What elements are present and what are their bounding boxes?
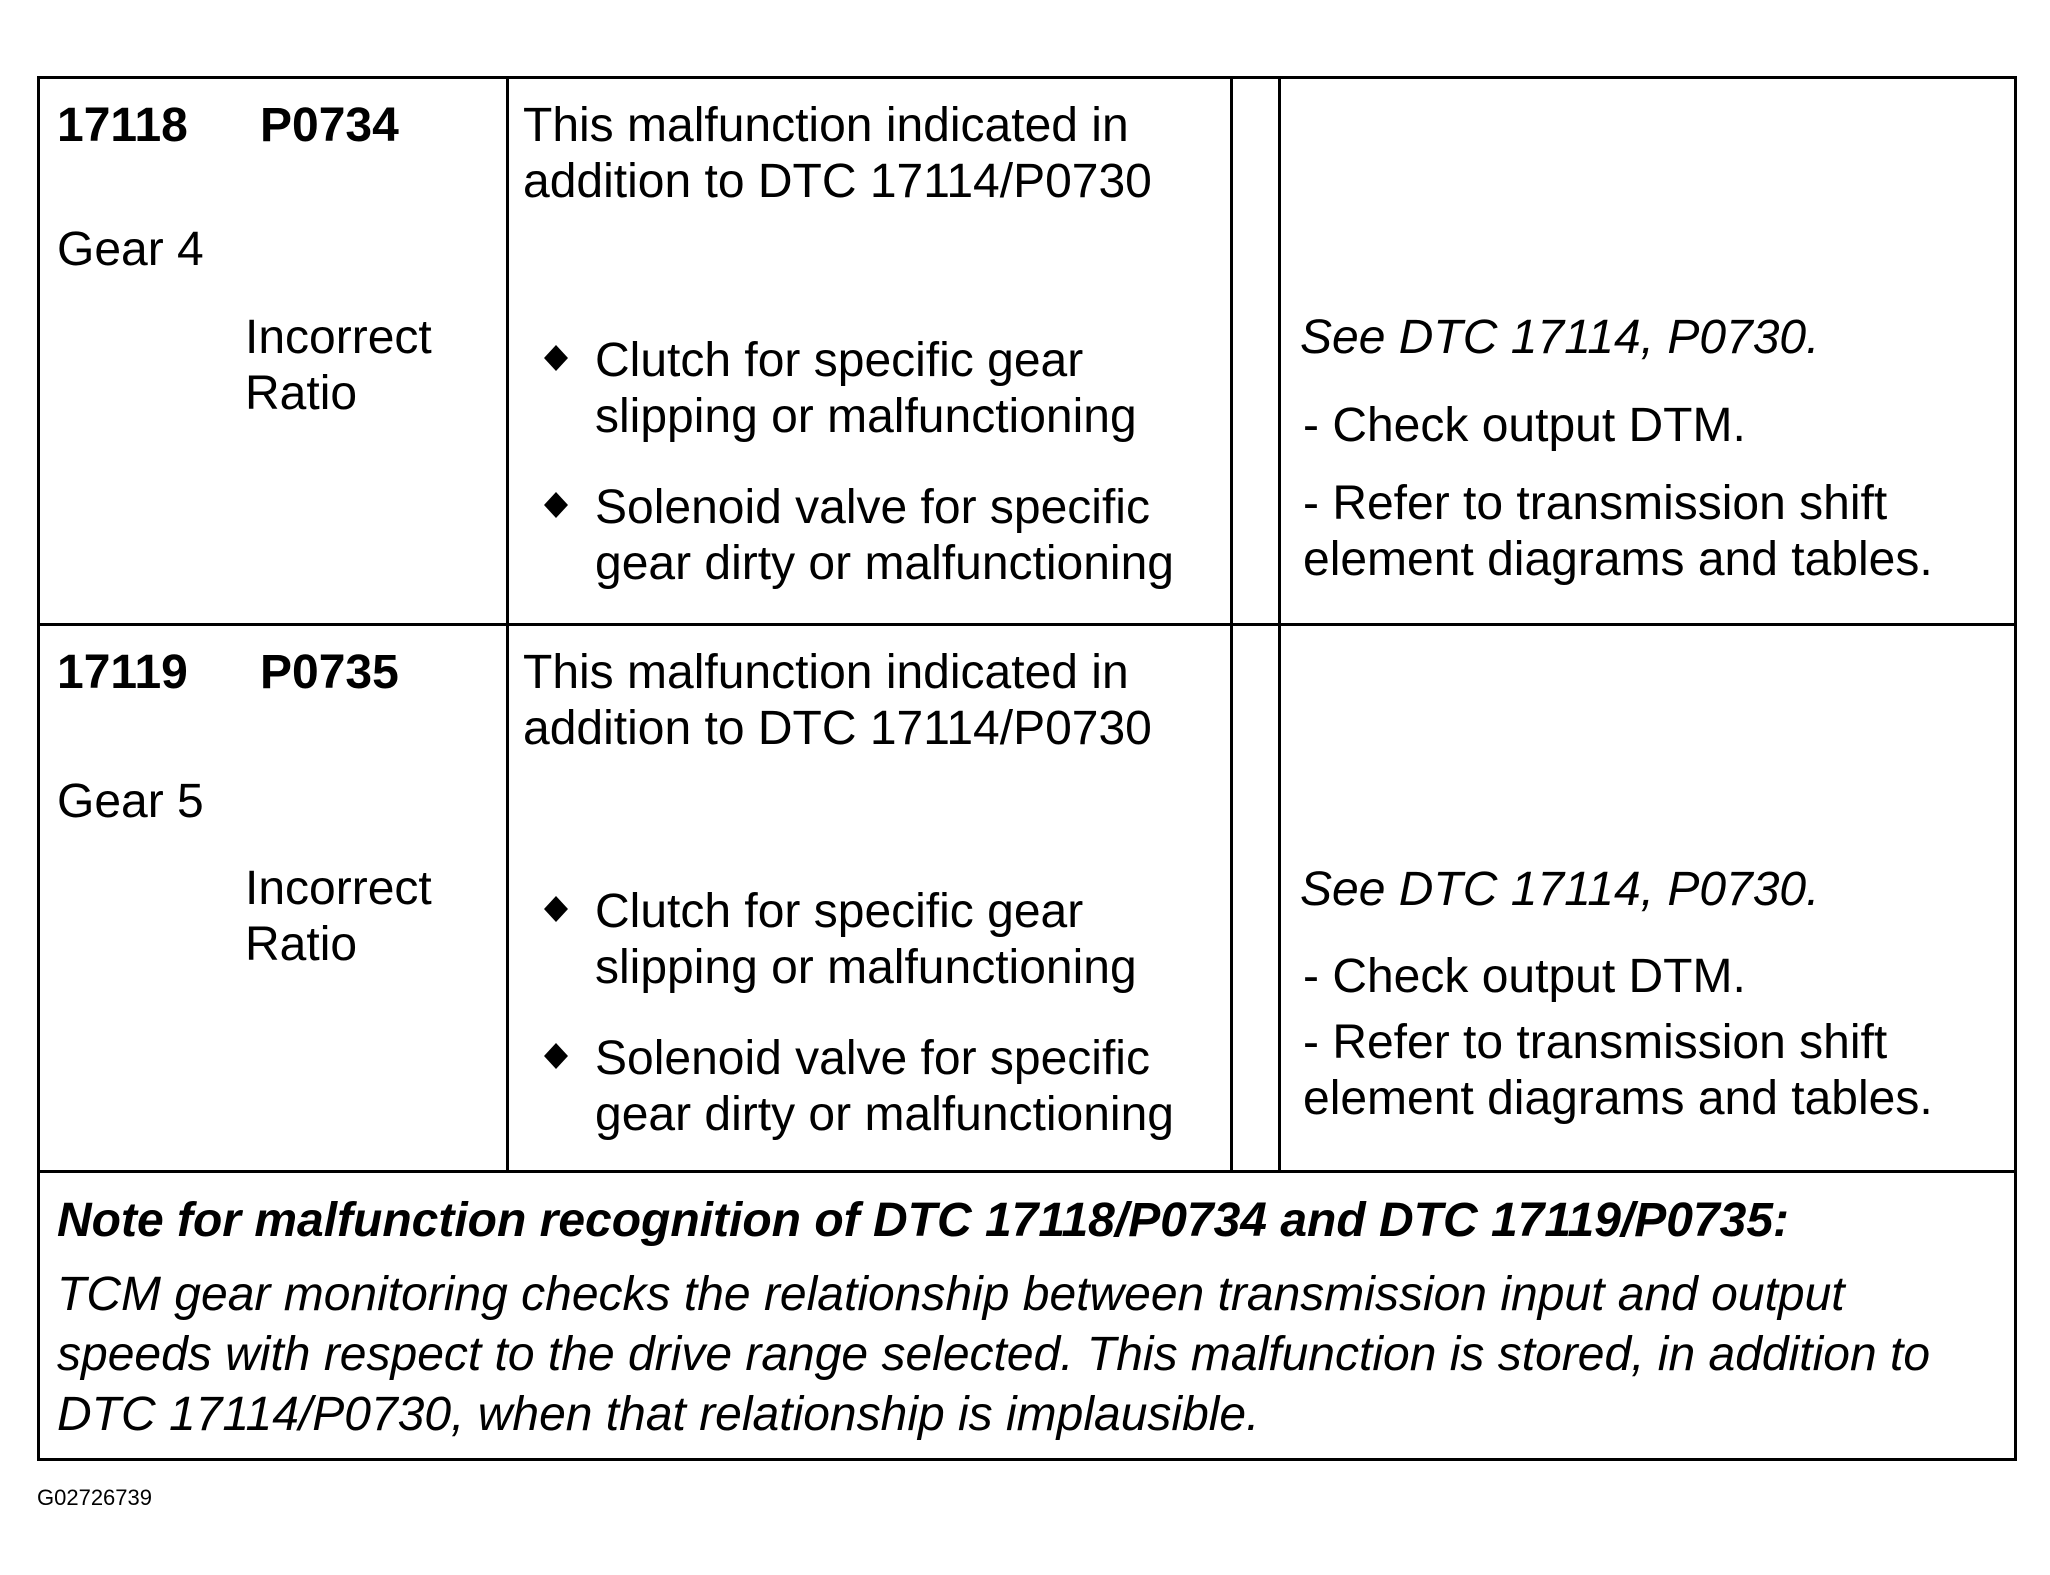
remedy-dtc-ref: DTC 17114, P0730. (1398, 863, 1820, 916)
cause-bullet-1-line2: slipping or malfunctioning (595, 941, 1137, 994)
diamond-bullet-icon (542, 1042, 570, 1070)
remedy-step-2-line2: element diagrams and tables. (1303, 1072, 1933, 1125)
cause-bullet-2-line2: gear dirty or malfunctioning (595, 537, 1174, 590)
cause-bullet-1-line1: Clutch for specific gear (595, 885, 1084, 938)
row-divider-2 (37, 1170, 2017, 1173)
remedy-see: See (1300, 863, 1386, 916)
cause-intro-line2: addition to DTC 17114/P0730 (523, 702, 1152, 755)
diamond-bullet-icon (542, 344, 570, 372)
fault-type-line2: Ratio (245, 367, 358, 420)
dtc-table (37, 76, 2017, 1461)
remedy-step-2-line1: - Refer to transmission shift (1303, 1016, 1888, 1069)
gear-label: Gear 4 (57, 223, 204, 276)
note-heading: Note for malfunction recognition of DTC 17118/P0734 and DTC 17119/P0735: (57, 1194, 1790, 1247)
cause-bullet-1-line2: slipping or malfunctioning (595, 390, 1137, 443)
dtc-code: 17118 (57, 99, 188, 152)
diamond-bullet-icon (542, 895, 570, 923)
remedy-step-1: - Check output DTM. (1303, 399, 1746, 452)
remedy-step-2-line1: - Refer to transmission shift (1303, 477, 1888, 530)
dtc-code: 17119 (57, 646, 188, 699)
diamond-bullet-icon (542, 491, 570, 519)
remedy-dtc-ref: DTC 17114, P0730. (1398, 311, 1820, 364)
remedy-reference (1300, 862, 1819, 918)
fault-type-line1: Incorrect (245, 862, 432, 915)
cause-bullet-2-line1: Solenoid valve for specific (595, 481, 1150, 534)
gear-label: Gear 5 (57, 775, 204, 828)
cause-intro-line1: This malfunction indicated in (523, 99, 1129, 152)
remedy-see: See (1300, 311, 1386, 364)
cause-intro-line1: This malfunction indicated in (523, 646, 1129, 699)
cause-bullet-2-line2: gear dirty or malfunctioning (595, 1088, 1174, 1141)
note-line-3: DTC 17114/P0730, when that relationship is implausible. (57, 1388, 1260, 1441)
cause-intro-line2: addition to DTC 17114/P0730 (523, 155, 1152, 208)
fault-type-line2: Ratio (245, 918, 358, 971)
figure-id: G02726739 (37, 1485, 152, 1510)
obd-code: P0734 (260, 99, 399, 152)
note-line-2: speeds with respect to the drive range selected. This malfunction is stored, in addition to (57, 1328, 1931, 1381)
remedy-reference (1300, 310, 1819, 366)
row-divider-1 (37, 623, 2017, 626)
cause-bullet-1-line1: Clutch for specific gear (595, 334, 1084, 387)
remedy-step-2-line2: element diagrams and tables. (1303, 533, 1933, 586)
cause-bullet-2-line1: Solenoid valve for specific (595, 1032, 1150, 1085)
note-line-1: TCM gear monitoring checks the relationship between transmission input and output (57, 1268, 1845, 1321)
remedy-step-1: - Check output DTM. (1303, 950, 1746, 1003)
obd-code: P0735 (260, 646, 399, 699)
fault-type-line1: Incorrect (245, 311, 432, 364)
